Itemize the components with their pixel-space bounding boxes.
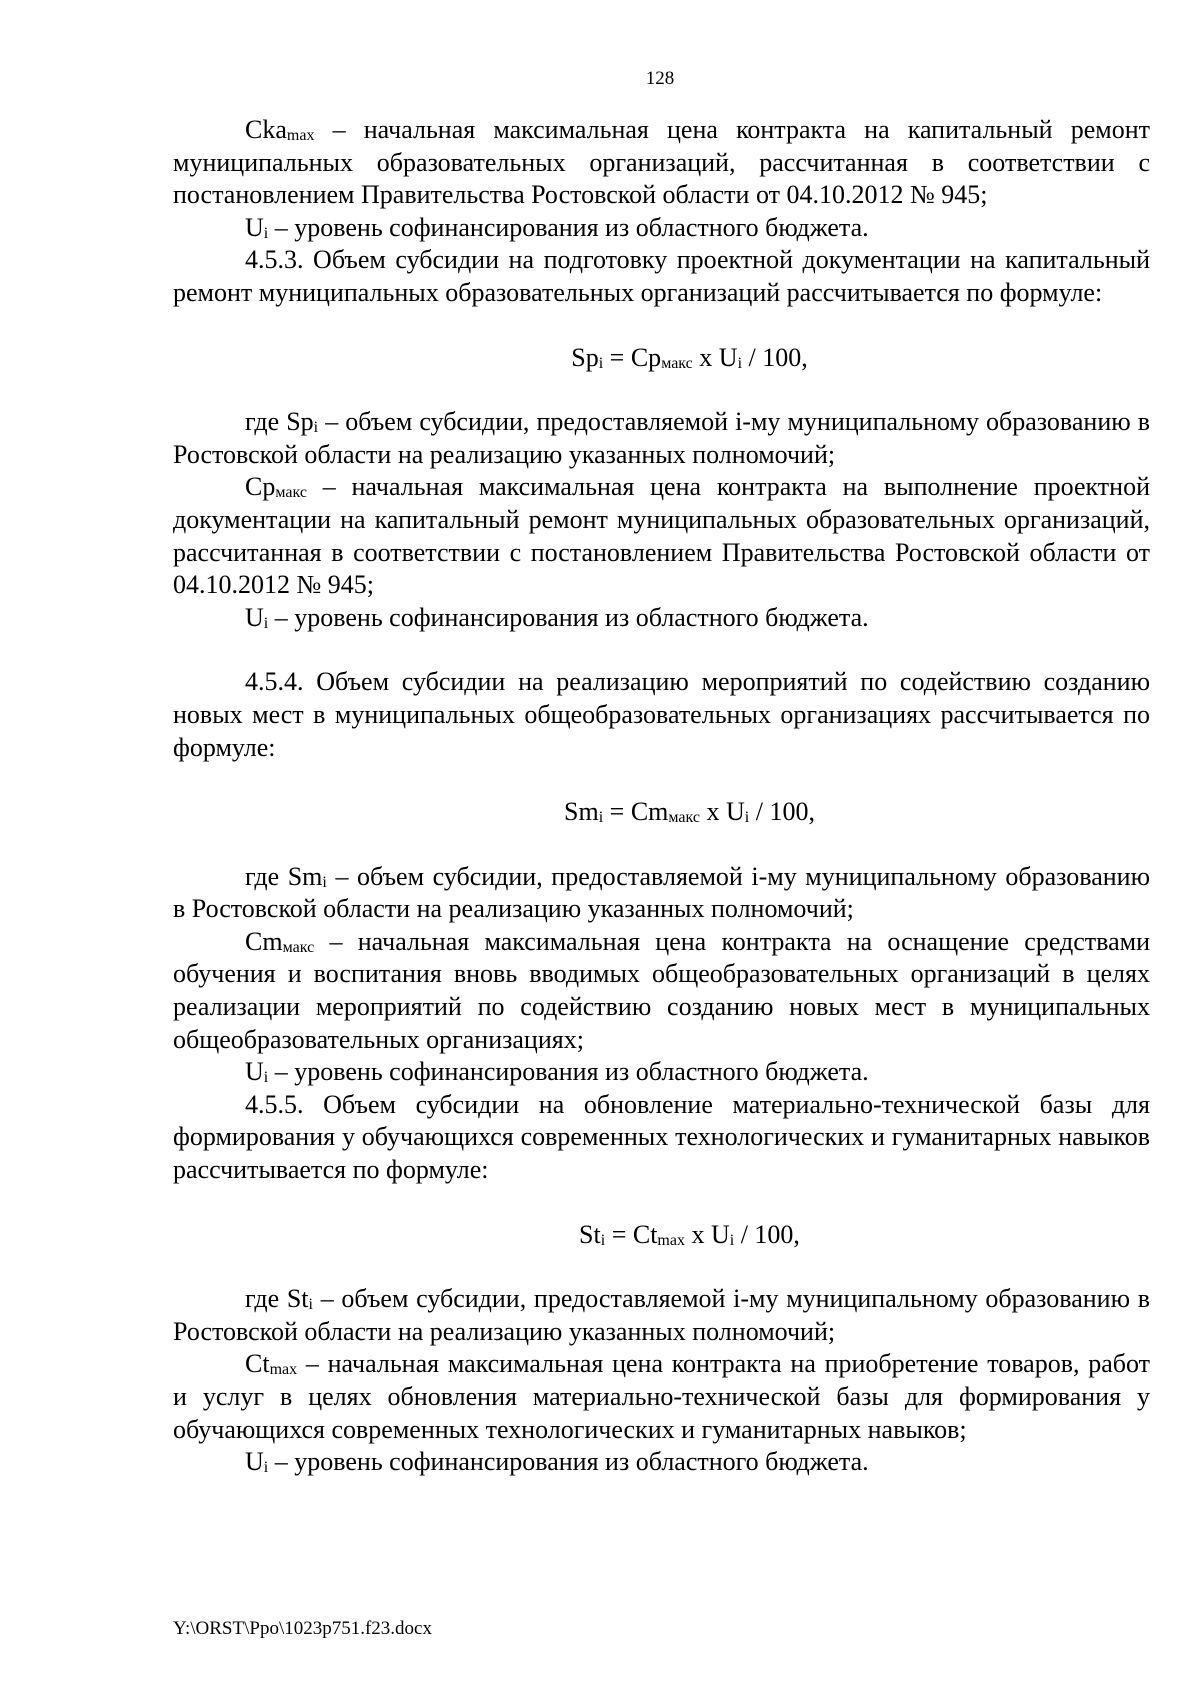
formula-st: $St_i = Ct_{max}$ x $U_i / 100$, (579, 1219, 800, 1249)
formula-sm: $Sm_i = Cm_{макс}$ x $U_i / 100$, (564, 797, 815, 827)
definition-st: где $St_i$ – объем субсидии, предоставляемой i-му муниципальному образованию в Ростовской области на реализацию указанных полномочий; (173, 1284, 1150, 1346)
definition-sp: где $Sp_i$ – объем субсидии, предоставляемой i-му муниципальному образованию в Ростовской области на реализацию указанных полномочий; (173, 407, 1150, 469)
definition-ui: $U_i$ – уровень софинансирования из областного бюджета. (245, 1447, 869, 1477)
definition-ct-max: $Ct_{max}$ – начальная максимальная цена контракта на приобретение товаров, работ и услуг в целях обновления материально-технической базы для формирования у обучающихся современных технологических и гуманитарных навыков; (173, 1349, 1150, 1444)
paragraph-4-5-3: 4.5.3. Объем субсидии на подготовку проектной документации на капитальный ремонт муниципальных образовательных организаций рассчитывается по формуле: (173, 245, 1150, 307)
formula-sp: $Sp_i = Cp_{макс}$ x $U_i / 100$, (571, 342, 808, 372)
definition-ui: $U_i$ – уровень софинансирования из областного бюджета. (245, 1057, 869, 1087)
definition-cp-maks: $Cp_{макс}$ – начальная максимальная цена контракта на выполнение проектной документации на капитальный ремонт муниципальных образовательных организаций, рассчитанная в соответствии с постановлением Правительства Ростовской области от 04.10.2012 № 945; (173, 472, 1150, 600)
paragraph-4-5-5: 4.5.5. Объем субсидии на обновление материально-технической базы для формирования у обучающихся современных технологических и гуманитарных навыков рассчитывается по формуле: (173, 1089, 1150, 1185)
paragraph-4-5-4: 4.5.4. Объем субсидии на реализацию мероприятий по содействию созданию новых мест в муниципальных общеобразовательных организациях рассчитывается по формуле: (173, 667, 1150, 762)
definition-cm-maks: $Cm_{макс}$ – начальная максимальная цена контракта на оснащение средствами обучения и воспитания вновь вводимых общеобразовательных организаций в целях реализации мероприятий по содействию созданию новых мест в муниципальных общеобразовательных организациях; (173, 926, 1150, 1054)
document-body (173, 114, 1150, 1479)
page-number: 128 (645, 68, 675, 89)
definition-cka-max: Cka$_{max}$ – начальная максимальная цена контракта на капитальный ремонт муниципальных образовательных организаций, рассчитанная в соответствии с постановлением Правительства Ростовской области от 04.10.2012 № 945; (173, 115, 1150, 210)
definition-sm: где $Sm_i$ – объем субсидии, предоставляемой i-му муниципальному образованию в Ростовской области на реализацию указанных полномочий; (173, 861, 1150, 924)
definition-ui: $U_i$ – уровень софинансирования из областного бюджета. (245, 212, 869, 242)
footer-file-path: Y:\ORST\Ppo\1023p751.f23.docx (173, 1618, 432, 1639)
definition-ui: $U_i$ – уровень софинансирования из областного бюджета. (245, 602, 869, 632)
